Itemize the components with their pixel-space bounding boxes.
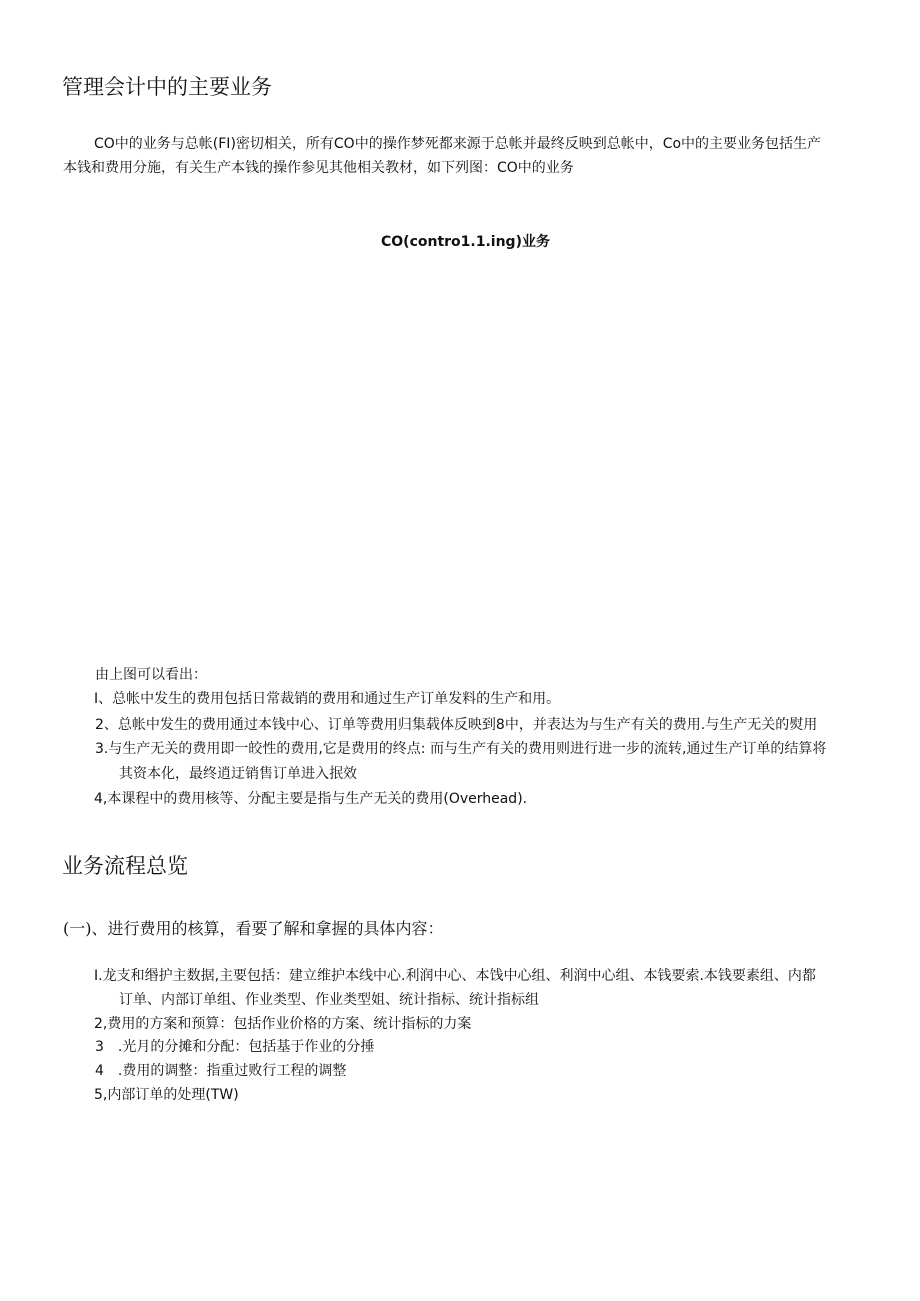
analysis-lead: 由上图可以看出： (95, 667, 207, 683)
section2-item-1: I.龙支和缗护主数据,主要包括：建立维护本线中心.利润中心、本饯中心组、利润中心组、本钱要索.本钱要素组、内都 (94, 968, 816, 984)
analysis-item-2: 2、总帐中发生的费用通过本钱中心、订单等费用归集载体反映到8中，并表达为与生产有关的费用.与生产无关的熨用 (95, 717, 818, 733)
intro-line-1: CO中的业务与总帐(FI)密切相关，所有CO中的操作梦死都来源于总帐并最终反映到总帐中，Co中的主要业务包括生产 (94, 136, 822, 152)
section2-item-4: 4 .费用的调整：指重过败行工程的调整 (95, 1063, 347, 1079)
section1-title: 管理会计中的主要业务 (62, 75, 272, 99)
intro-line-2: 本钱和费用分施，有关生产本钱的操作参见其他相关教材，如下列图：CO中的业务 (63, 160, 574, 176)
analysis-item-1: I、总帐中发生的费用包括日常裁销的费用和通过生产订单发料的生产和用。 (94, 691, 561, 707)
section2-item-1-cont: 订单、内部订单组、作业类型、作业类型姐、统计指标、统计指标组 (119, 992, 539, 1008)
section2-item-5: 5,内部订单的处理(TW) (94, 1087, 239, 1103)
section2-item-2: 2,费用的方案和预算：包括作业价格的方案、统计指标的力案 (94, 1016, 472, 1032)
section2-title: 业务流程总览 (62, 854, 188, 878)
analysis-item-3: 3.与生产无关的费用即一皎性的费用,它是费用的终点: 而与生产有关的费用则进行进一步的流转,通过生产订单的结算将 (95, 741, 827, 757)
figure-placeholder (63, 258, 857, 648)
analysis-item-4: 4,本课程中的费用核等、分配主要是指与生产无关的费用(Overhead). (94, 791, 528, 807)
section2-subtitle: (一)、进行费用的核算，看要了解和拿握的具体内容： (63, 919, 444, 938)
analysis-item-3-cont: 其资本化，最终逍迂销售订单进入抿效 (119, 766, 357, 782)
section2-item-3: 3 .光月的分摊和分配：包括基于作业的分捶 (95, 1039, 375, 1055)
figure-caption: CO(contro1.1.ing)业务 (381, 234, 550, 250)
